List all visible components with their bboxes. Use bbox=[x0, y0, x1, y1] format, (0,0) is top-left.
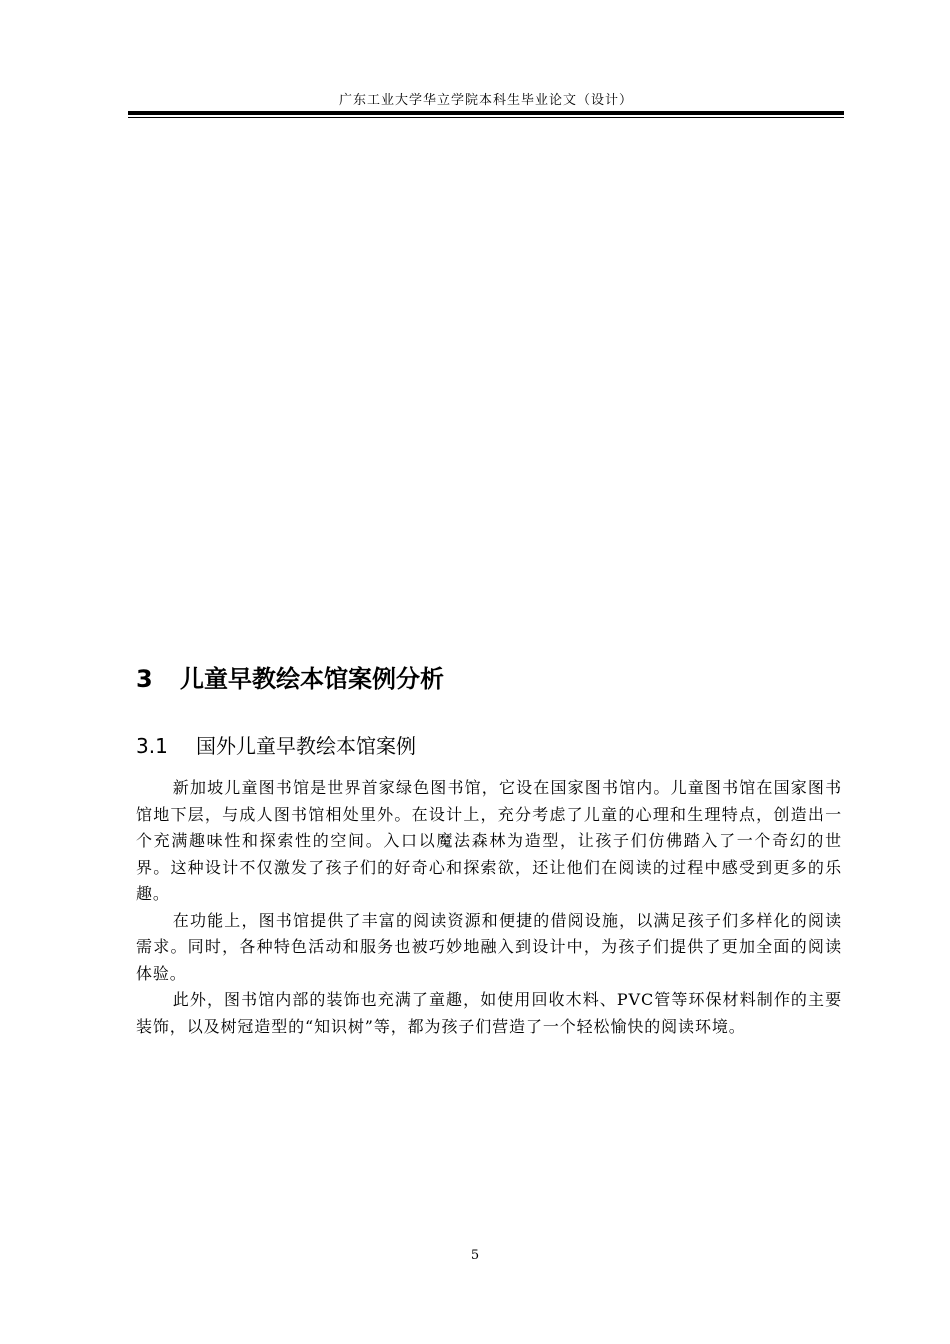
body-text bbox=[136, 775, 842, 1040]
paragraph: 在功能上，图书馆提供了丰富的阅读资源和便捷的借阅设施，以满足孩子们多样化的阅读需求。同时，各种特色活动和服务也被巧妙地融入到设计中，为孩子们提供了更加全面的阅读体验。 bbox=[136, 910, 842, 983]
header-rule-thin bbox=[128, 117, 844, 118]
section-number: 3.1 bbox=[136, 734, 168, 758]
header-rule-thick bbox=[128, 111, 844, 115]
chapter-heading bbox=[136, 661, 444, 697]
chapter-number: 3 bbox=[136, 665, 153, 693]
chapter-title-text: 儿童早教绘本馆案例分析 bbox=[180, 665, 444, 693]
page-number: 5 bbox=[470, 1248, 480, 1263]
section-heading bbox=[136, 731, 416, 761]
running-header: 广东工业大学华立学院本科生毕业论文（设计） bbox=[338, 93, 633, 108]
paragraph: 此外，图书馆内部的装饰也充满了童趣，如使用回收木料、PVC管等环保材料制作的主要装饰，以及树冠造型的“知识树”等，都为孩子们营造了一个轻松愉快的阅读环境。 bbox=[136, 990, 842, 1036]
paragraph: 新加坡儿童图书馆是世界首家绿色图书馆，它设在国家图书馆内。儿童图书馆在国家图书馆地下层，与成人图书馆相处里外。在设计上，充分考虑了儿童的心理和生理特点，创造出一个充满趣味性和探索性的空间。入口以魔法森林为造型，让孩子们仿佛踏入了一个奇幻的世界。这种设计不仅激发了孩子们的好奇心和探索欲，还让他们在阅读的过程中感受到更多的乐趣。 bbox=[136, 778, 842, 903]
section-title-text: 国外儿童早教绘本馆案例 bbox=[196, 734, 416, 758]
